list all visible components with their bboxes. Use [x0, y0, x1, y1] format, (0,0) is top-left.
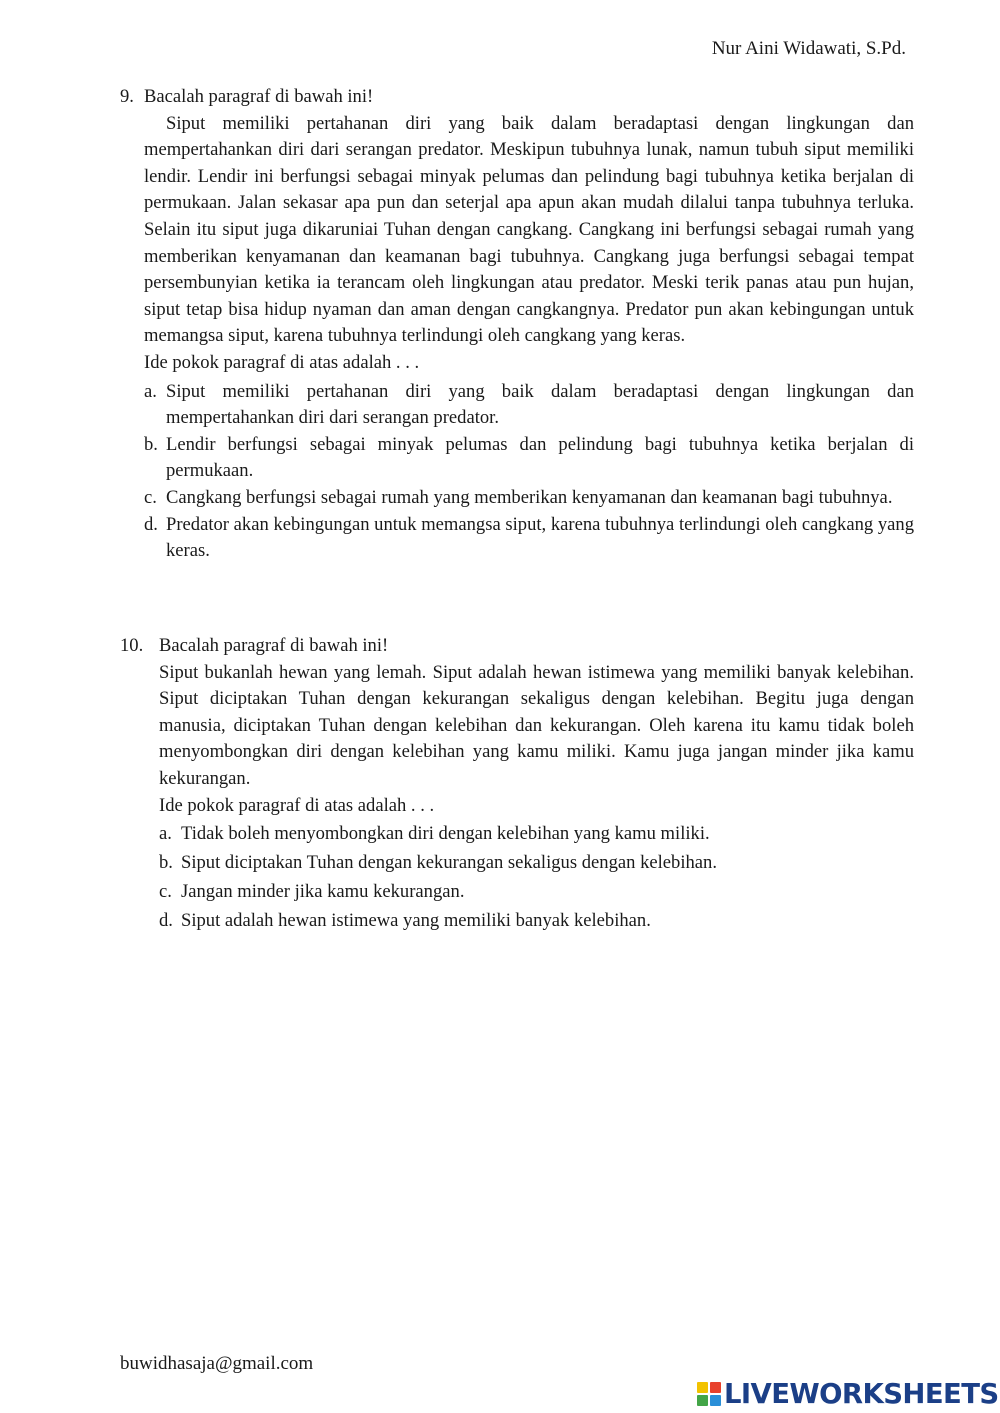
answer-option-b[interactable] [159, 850, 914, 877]
option-letter: b. [159, 852, 173, 874]
reading-passage: Siput memiliki pertahanan diri yang baik dalam beradaptasi dengan lingkungan dan mempertahankan diri dari serangan predator. Meskipun tubuhnya lunak, namun tubuh siput memiliki lendir. Lendir ini berfungsi sebagai minyak pelumas dan pelindung bagi tubuhnya ketika berjalan di permukaan. Jalan sekasar apa pun dan seterjal apa apun akan mudah dilalui tanpa tubuhnya terluka. Selain itu siput juga dikaruniai Tuhan dengan cangkang. Cangkang ini berfungsi sebagai rumah yang memberikan kenyamanan dan keamanan bagi tubuhnya. Cangkang juga berfungsi sebagai tempat persembunyian ketika ia terancam oleh lingkungan atau predator. Meski terik panas atau pun hujan, siput tetap bisa hidup nyaman dan aman dengan cangkangnya. Predator pun akan kebingungan untuk memangsa siput, karena tubuhnya terlindungi oleh cangkang yang keras. [144, 112, 914, 347]
question-body [159, 660, 914, 935]
option-letter: c. [159, 881, 172, 903]
option-letter: d. [159, 910, 173, 932]
question-number: 10. [120, 635, 144, 656]
question-number: 9. [120, 86, 134, 107]
option-letter: a. [144, 380, 157, 402]
footer-email: buwidhasaja@gmail.com [120, 1353, 314, 1374]
question-prompt: Ide pokok paragraf di atas adalah . . . [144, 351, 420, 373]
question-prompt: Ide pokok paragraf di atas adalah . . . [159, 794, 435, 816]
answer-option-c[interactable] [144, 485, 914, 512]
logo-mark-icon [697, 1382, 721, 1406]
option-letter: d. [144, 513, 158, 535]
answer-options [159, 821, 914, 935]
option-text: Siput adalah hewan istimewa yang memiliki banyak kelebihan. [181, 910, 651, 932]
option-text: Jangan minder jika kamu kekurangan. [181, 881, 465, 903]
answer-option-c[interactable] [159, 879, 914, 906]
logo-tile-icon [697, 1395, 708, 1406]
answer-option-d[interactable] [159, 908, 914, 935]
question-instruction: Bacalah paragraf di bawah ini! [159, 635, 389, 656]
option-letter: b. [144, 433, 158, 455]
answer-option-a[interactable] [159, 821, 914, 848]
question-10 [120, 633, 914, 937]
option-text: Predator akan kebingungan untuk memangsa siput, karena tubuhnya terlindungi oleh cangkang yang keras. [166, 513, 914, 562]
option-text: Lendir berfungsi sebagai minyak pelumas dan pelindung bagi tubuhnya ketika berjalan di permukaan. [166, 433, 914, 482]
logo-tile-icon [710, 1382, 721, 1393]
question-body [144, 111, 914, 565]
question-header [120, 84, 914, 111]
question-header [120, 633, 914, 660]
option-letter: c. [144, 486, 157, 508]
logo-tile-icon [697, 1382, 708, 1393]
answer-option-d[interactable] [144, 512, 914, 565]
answer-options [144, 379, 914, 565]
logo-tile-icon [710, 1395, 721, 1406]
question-9 [120, 84, 914, 565]
answer-option-a[interactable] [144, 379, 914, 432]
author-name: Nur Aini Widawati, S.Pd. [711, 38, 906, 59]
question-instruction: Bacalah paragraf di bawah ini! [144, 86, 374, 107]
reading-passage: Siput bukanlah hewan yang lemah. Siput adalah hewan istimewa yang memiliki banyak kelebihan. Siput diciptakan Tuhan dengan kekurangan sekaligus dengan kelebihan. Begitu juga dengan manusia, diciptakan Tuhan dengan kelebihan dan kekurangan. Oleh karena itu kamu tidak boleh menyombongkan diri dengan kelebihan yang kamu miliki. Kamu juga jangan minder jika kamu kekurangan. [159, 661, 914, 789]
logo-text: LIVEWORKSHEETS [724, 1378, 999, 1410]
option-letter: a. [159, 823, 172, 845]
liveworksheets-logo[interactable] [697, 1377, 999, 1411]
option-text: Siput memiliki pertahanan diri yang baik dalam beradaptasi dengan lingkungan dan mempertahankan diri dari serangan predator. [166, 380, 914, 429]
answer-option-b[interactable] [144, 432, 914, 485]
option-text: Tidak boleh menyombongkan diri dengan kelebihan yang kamu miliki. [181, 823, 710, 845]
option-text: Cangkang berfungsi sebagai rumah yang memberikan kenyamanan dan keamanan bagi tubuhnya. [166, 486, 893, 508]
option-text: Siput diciptakan Tuhan dengan kekurangan sekaligus dengan kelebihan. [181, 852, 718, 874]
